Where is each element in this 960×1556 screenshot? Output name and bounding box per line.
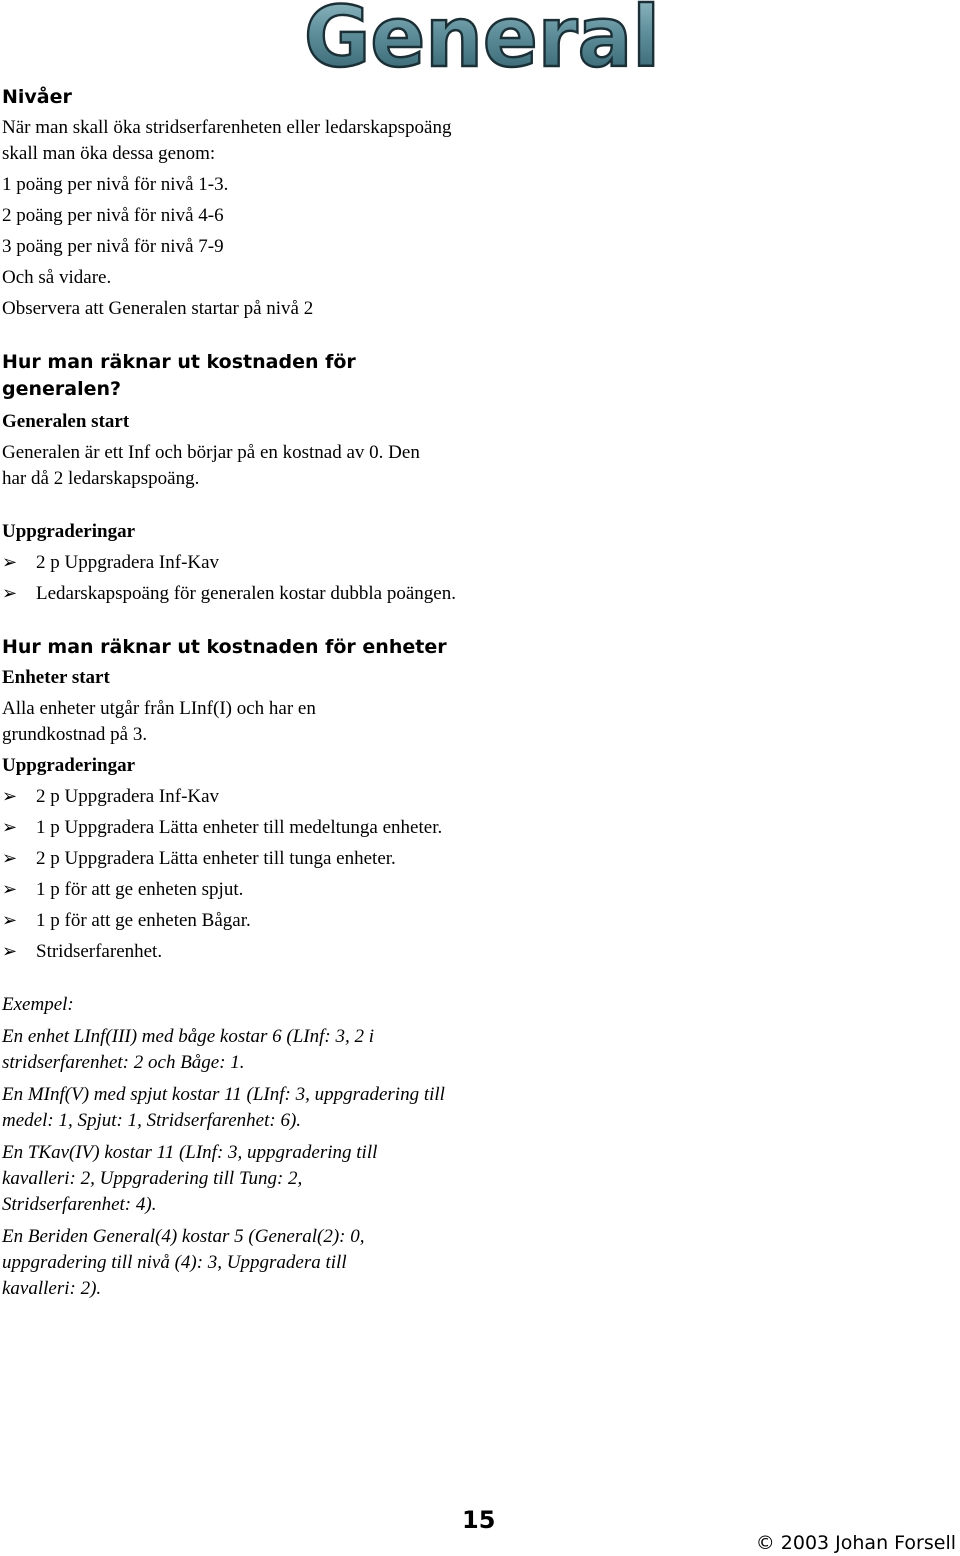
list-item-text: 2 p Uppgradera Inf-Kav bbox=[36, 786, 220, 807]
unit-start-text: Alla enheter utgår från LInf(I) och har en grundkostnad på 3. bbox=[2, 698, 316, 745]
arrow-bullet-icon: ➢ bbox=[2, 583, 18, 604]
arrow-bullet-icon: ➢ bbox=[2, 552, 18, 573]
levels-heading: Nivåer bbox=[2, 86, 72, 108]
list-item-text: 1 p för att ge enheten Bågar. bbox=[36, 910, 251, 931]
list-item-text: Stridserfarenhet. bbox=[36, 941, 163, 962]
banner-title: General bbox=[304, 0, 660, 84]
levels-line: 3 poäng per nivå för nivå 7-9 bbox=[2, 236, 224, 257]
arrow-bullet-icon: ➢ bbox=[2, 879, 18, 900]
example-item: En TKav(IV) kostar 11 (LInf: 3, uppgradering till kavalleri: 2, Uppgradering till Tung: 2, Stridserfarenhet: 4). bbox=[2, 1142, 378, 1215]
example-item: En Beriden General(4) kostar 5 (General(2): 0, uppgradering till nivå (4): 3, Uppgradera till kavalleri: 2). bbox=[2, 1226, 365, 1299]
main-content bbox=[2, 84, 472, 1308]
copyright-notice: © 2003 Johan Forsell bbox=[755, 1532, 956, 1554]
list-item-text: 2 p Uppgradera Lätta enheter till tunga enheter. bbox=[36, 848, 396, 869]
general-start-text: Generalen är ett Inf och börjar på en kostnad av 0. Den har då 2 ledarskapspoäng. bbox=[2, 442, 420, 489]
general-start-heading: Generalen start bbox=[2, 411, 130, 432]
unit-start-heading: Enheter start bbox=[2, 667, 110, 688]
arrow-bullet-icon: ➢ bbox=[2, 910, 18, 931]
unit-upgrades-heading: Uppgraderingar bbox=[2, 755, 135, 776]
arrow-bullet-icon: ➢ bbox=[2, 786, 18, 807]
general-upgrades-heading: Uppgraderingar bbox=[2, 521, 135, 542]
list-item bbox=[2, 815, 472, 841]
list-item bbox=[2, 908, 472, 934]
levels-line: Observera att Generalen startar på nivå 2 bbox=[2, 298, 314, 319]
list-item-text: 2 p Uppgradera Inf-Kav bbox=[36, 552, 220, 573]
levels-line: När man skall öka stridserfarenheten eller ledarskapspoäng skall man öka dessa genom: bbox=[2, 117, 452, 164]
list-item-text: Ledarskapspoäng för generalen kostar dubbla poängen. bbox=[36, 583, 456, 604]
list-item bbox=[2, 939, 472, 965]
list-item bbox=[2, 550, 472, 576]
levels-line: Och så vidare. bbox=[2, 267, 112, 288]
levels-line: 1 poäng per nivå för nivå 1-3. bbox=[2, 174, 229, 195]
title-banner bbox=[300, 0, 670, 84]
list-item bbox=[2, 581, 472, 607]
arrow-bullet-icon: ➢ bbox=[2, 941, 18, 962]
list-item bbox=[2, 877, 472, 903]
examples-section bbox=[2, 992, 472, 1302]
list-item-text: 1 p Uppgradera Lätta enheter till medeltunga enheter. bbox=[36, 817, 443, 838]
unit-cost-heading: Hur man räknar ut kostnaden för enheter bbox=[2, 636, 447, 658]
list-item bbox=[2, 784, 472, 810]
list-item bbox=[2, 846, 472, 872]
arrow-bullet-icon: ➢ bbox=[2, 848, 18, 869]
arrow-bullet-icon: ➢ bbox=[2, 817, 18, 838]
title-banner-graphic bbox=[300, 0, 670, 84]
levels-line: 2 poäng per nivå för nivå 4-6 bbox=[2, 205, 224, 226]
example-item: En enhet LInf(III) med båge kostar 6 (LInf: 3, 2 i stridserfarenhet: 2 och Båge: 1. bbox=[2, 1026, 375, 1073]
unit-upgrades-list bbox=[2, 784, 472, 965]
example-item: En MInf(V) med spjut kostar 11 (LInf: 3, uppgradering till medel: 1, Spjut: 1, Stridserfarenhet: 6). bbox=[2, 1084, 445, 1131]
list-item-text: 1 p för att ge enheten spjut. bbox=[36, 879, 244, 900]
page-number: 15 bbox=[462, 1506, 496, 1534]
examples-label: Exempel: bbox=[2, 994, 74, 1015]
general-upgrades-list bbox=[2, 550, 472, 607]
general-cost-heading: Hur man räknar ut kostnaden för generalen? bbox=[2, 351, 356, 400]
